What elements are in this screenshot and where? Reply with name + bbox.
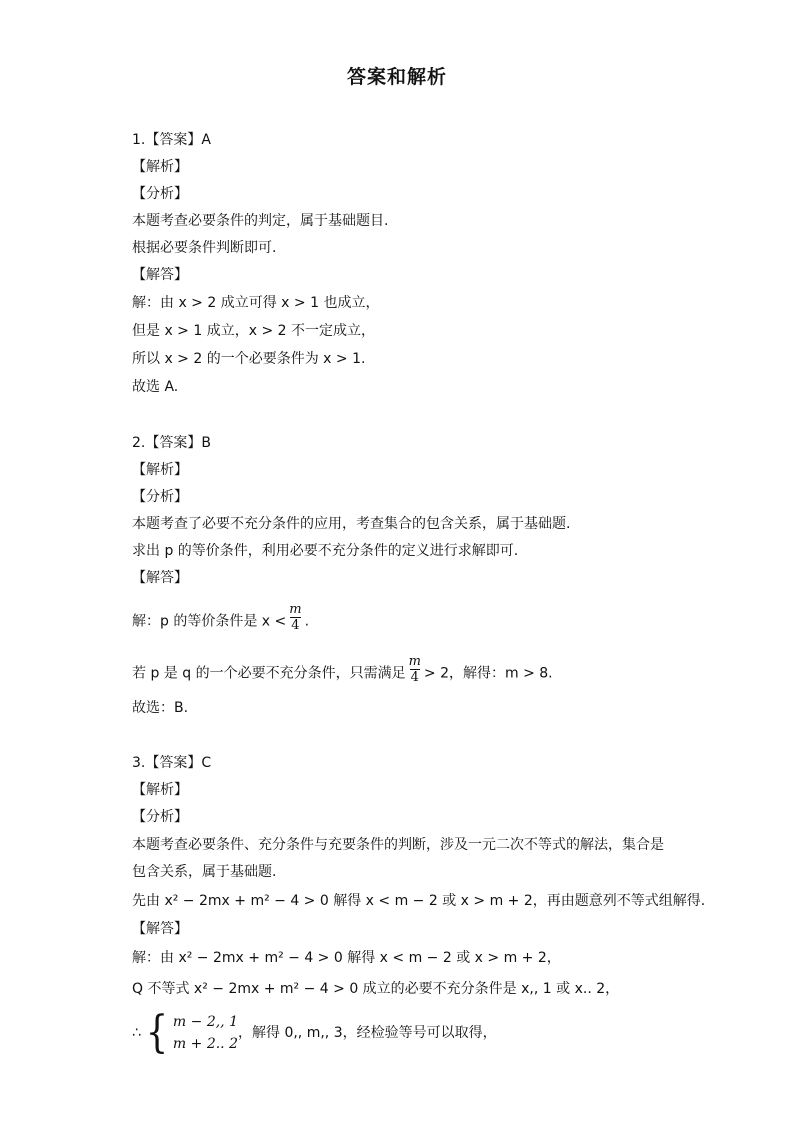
fraction-m-over-4 <box>288 602 302 633</box>
q2-answer: 2.【答案】B <box>132 435 211 451</box>
therefore-symbol: ∴ <box>132 1025 141 1041</box>
fraction-numerator: m <box>289 602 302 617</box>
q3-analysis-text: 本题考查必要条件、充分条件与充要条件的判断，涉及一元二次不等式的解法，集合是 <box>132 837 664 853</box>
q3-solution-text: ，解得 0,, m,, 3，经检验等号可以取得， <box>238 1025 497 1041</box>
q1-answer: 1.【答案】A <box>132 132 211 148</box>
inequality-row-2: m + 2.. 2 <box>172 1036 238 1052</box>
fraction-denominator: 4 <box>291 618 300 633</box>
q2-solution-line-1 <box>132 602 310 637</box>
q3-solution-line-2: Q 不等式 x² − 2mx + m² − 4 > 0 成立的必要不充分条件是 x,, 1 或 x.. 2， <box>132 981 620 997</box>
q1-solution-line-3: 所以 x > 2 的一个必要条件为 x > 1. <box>132 351 366 367</box>
q2-solution-line-2 <box>132 654 553 689</box>
inequality-rows <box>173 1011 238 1055</box>
q1-solution-line-1: 解：由 x > 2 成立可得 x > 1 也成立， <box>132 295 380 311</box>
fraction-numerator: m <box>408 654 421 669</box>
q1-fenxi-heading: 【分析】 <box>132 186 188 202</box>
q1-analysis-text: 本题考查必要条件的判定，属于基础题目. <box>132 213 389 229</box>
q2-solution-text-a: 解：p 的等价条件是 x < <box>132 613 287 630</box>
q2-solution-text-b: . <box>304 613 310 630</box>
q2-analysis-text: 本题考查了必要不充分条件的应用，考查集合的包含关系，属于基础题. <box>132 516 571 532</box>
q3-jiexi-heading: 【解析】 <box>132 782 188 798</box>
inequality-row-1: m − 2,, 1 <box>172 1014 238 1030</box>
q2-jieda-heading: 【解答】 <box>132 570 188 586</box>
q1-solution-line-2: 但是 x > 1 成立，x > 2 不一定成立， <box>132 323 375 339</box>
q2-jiexi-heading: 【解析】 <box>132 462 188 478</box>
q3-solution-line-1: 解：由 x² − 2mx + m² − 4 > 0 解得 x < m − 2 或 x > m + 2， <box>132 950 561 966</box>
q2-solution-text-d: > 2，解得：m > 8. <box>423 665 553 682</box>
q1-analysis-text-2: 根据必要条件判断即可. <box>132 240 277 256</box>
q1-conclusion: 故选 A. <box>132 379 179 395</box>
fraction-denominator: 4 <box>410 670 419 685</box>
q3-jieda-heading: 【解答】 <box>132 921 188 937</box>
q3-fenxi-heading: 【分析】 <box>132 809 188 825</box>
q2-conclusion: 故选：B. <box>132 700 189 716</box>
page-title: 答案和解析 <box>346 66 447 88</box>
q3-analysis-text-3: 先由 x² − 2mx + m² − 4 > 0 解得 x < m − 2 或 x > m + 2，再由题意列不等式组解得. <box>132 893 706 909</box>
inequality-system <box>132 1007 497 1058</box>
q1-jiexi-heading: 【解析】 <box>132 159 188 175</box>
q2-analysis-text-2: 求出 p 的等价条件，利用必要不充分条件的定义进行求解即可. <box>132 543 519 559</box>
q3-answer: 3.【答案】C <box>132 755 212 771</box>
q2-solution-text-c: 若 p 是 q 的一个必要不充分条件，只需满足 <box>132 665 406 682</box>
q1-jieda-heading: 【解答】 <box>132 267 188 283</box>
q3-analysis-text-2: 包含关系，属于基础题. <box>132 864 277 880</box>
fraction-m-over-4 <box>408 654 422 685</box>
q3-solution-line-3 <box>132 1007 497 1058</box>
q2-fenxi-heading: 【分析】 <box>132 489 188 505</box>
left-brace-icon: { <box>145 1007 169 1058</box>
